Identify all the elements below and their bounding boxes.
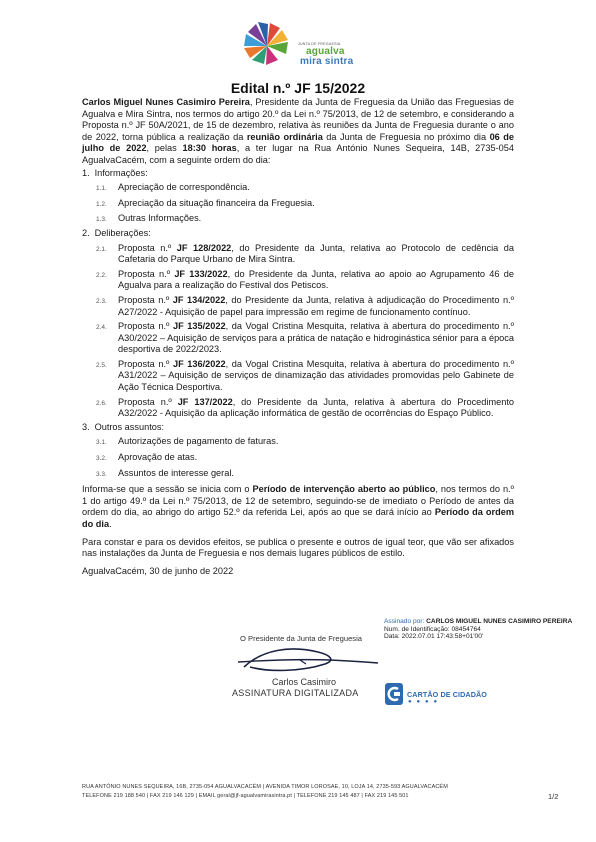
meeting-date: 06 de julho de 2022: [82, 131, 514, 154]
footer-phones: TELEFONE 219 188 540 | FAX 219 146 129 | EMAIL geral@jf-agualvamirasintra.pt | TELEFONE 219 145 487 | FAX 219 145 501: [82, 793, 409, 799]
agenda-item: 3.1. Autorizações de pagamento de faturas.: [96, 436, 279, 447]
intro-paragraph: Carlos Miguel Nunes Casimiro Pereira, Presidente da Junta de Freguesia da União das Freguesias de Agualva e Mira Sintra, nos termos do artigo 20.º da Lei n.º 75/2013, de 12 de setembro, e considerando a Proposta n.º JF 50A/2021, de 15 de dezembro, relativa às reuniões da Junta de Freguesia durante o ano de 2022, torna pública a realização da reunião ordinária da Junta de Freguesia no próximo dia 06 de julho de 2022, pelas 18:30 horas, a ter lugar na Rua António Nunes Sequeira, 14B, 2735-054 AgualvaCacém, com a seguinte ordem do dia:: [82, 97, 514, 165]
logo-emblem-icon: [236, 20, 298, 72]
footer-addresses: RUA ANTÓNIO NUNES SEQUEIRA, 16B, 2735-054 AGUALVACACÉM | AVENIDA TIMOR LOROSAE, 10, LOJA 14, 2735-593 AGUALVACACÉM: [82, 784, 448, 790]
agenda-item: 3.3. Assuntos de interesse geral.: [96, 467, 234, 478]
agenda-item: 2.5. Proposta n.º JF 136/2022, da Vogal Cristina Mesquita, relativa à abertura do procedimento n.º A31/2022 – Aquisição de serviços de dinamização das atividades promovidas pelo Gabinete de Ação Técnica Desportiva.: [96, 358, 514, 393]
agenda-section: [82, 228, 514, 420]
signer-role: O Presidente da Junta de Freguesia: [240, 634, 362, 643]
logo-small-text: JUNTA DE FREGUESIA: [298, 42, 341, 46]
citizen-card-badge: CARTÃO DE CIDADÃO ● ● ● ●: [385, 681, 525, 707]
president-name: Carlos Miguel Nunes Casimiro Pereira: [82, 97, 250, 107]
logo-line-mira-sintra: mira sintra: [300, 56, 354, 67]
agenda-section-title: 2. Deliberações:: [82, 227, 151, 238]
signer-name: Carlos Casimiro: [271, 677, 336, 687]
publication-paragraph: Para constar e para os devidos efeitos, se publica o presente e outros de igual teor, que vão ser afixados nas instalações da Junta de Freguesia e nos demais lugares públicos de estilo.: [82, 536, 514, 559]
document-title: Edital n.º JF 15/2022: [230, 80, 366, 96]
closing-paragraph: Informa-se que a sessão se inicia com o Período de intervenção aberto ao público, nos termos do n.º 1 do artigo 49.º da Lei n.º 75/2013, de 12 de setembro, seguindo-se de imediato o Período de antes da ordem do dia, ao abrigo do artigo 52.º da referida Lei, após ao que se dará início ao Período da ordem do dia.: [82, 484, 515, 529]
digital-signature-info: Assinado por: CARLOS MIGUEL NUNES CASIMIRO PEREIRA Num. de Identificação: 08454764 Data: 2022.07.01 17:43:58+01'00': [384, 618, 573, 641]
agenda: [82, 168, 514, 481]
logo-line-agualva: agualva: [306, 46, 345, 57]
place-date: AgualvaCacém, 30 de junho de 2022: [82, 565, 234, 576]
agenda-section: [82, 168, 514, 226]
agenda-item: 2.6. Proposta n.º JF 137/2022, do Presidente da Junta, relativa à abertura do Procedimento A32/2022 - Aquisição da aplicação informática de gestão de ocorrências do Espaço Público.: [96, 396, 514, 419]
id-number: 08454764: [451, 625, 481, 633]
agenda-section-title: 1. Informações:: [82, 167, 148, 178]
meeting-time: 18:30 horas: [182, 143, 237, 154]
agenda-item: 1.1. Apreciação de correspondência.: [96, 182, 250, 193]
signature-date: 2022.07.01 17:43:58+01'00': [401, 633, 484, 641]
citizen-card-icon: [385, 681, 405, 707]
agenda-item: 3.2. Aprovação de atas.: [96, 452, 198, 463]
agenda-section: [82, 422, 514, 480]
agenda-item: 2.4. Proposta n.º JF 135/2022, da Vogal Cristina Mesquita, relativa à abertura do procedimento n.º A30/2022 – Aquisição de serviços para a prática de natação e hidroginástica sénior para a época desportiva de 2022/2023.: [96, 321, 514, 355]
footer-contacts: [82, 783, 544, 801]
document-body: [82, 97, 514, 577]
agenda-section-title: 3. Outros assuntos:: [82, 421, 165, 432]
parish-logo: [236, 20, 366, 72]
agenda-item: 2.2. Proposta n.º JF 133/2022, do Presidente da Junta, relativa ao apoio ao Agrupamento 46 de Agualva para a realização do Festival dos Petiscos.: [96, 268, 514, 291]
agenda-item: 1.3. Outras Informações.: [96, 213, 202, 224]
page-number: 1/2: [548, 792, 559, 801]
signature-caption: ASSINATURA DIGITALIZADA: [232, 688, 359, 698]
signed-by-name: CARLOS MIGUEL NUNES CASIMIRO PEREIRA: [426, 618, 573, 625]
agenda-item: 2.1. Proposta n.º JF 128/2022, do Presidente da Junta, relativa ao Protocolo de cedência da Cafetaria do Parque Urbano de Mira Sintra.: [96, 242, 514, 265]
agenda-item: 1.2. Apreciação da situação financeira da Freguesia.: [96, 197, 315, 208]
agenda-item: 2.3. Proposta n.º JF 134/2022, do Presidente da Junta, relativa à adjudicação do Procedimento n.º A27/2022 - Aquisição de papel para impressão em regime de funcionamento contínuo.: [96, 294, 514, 317]
